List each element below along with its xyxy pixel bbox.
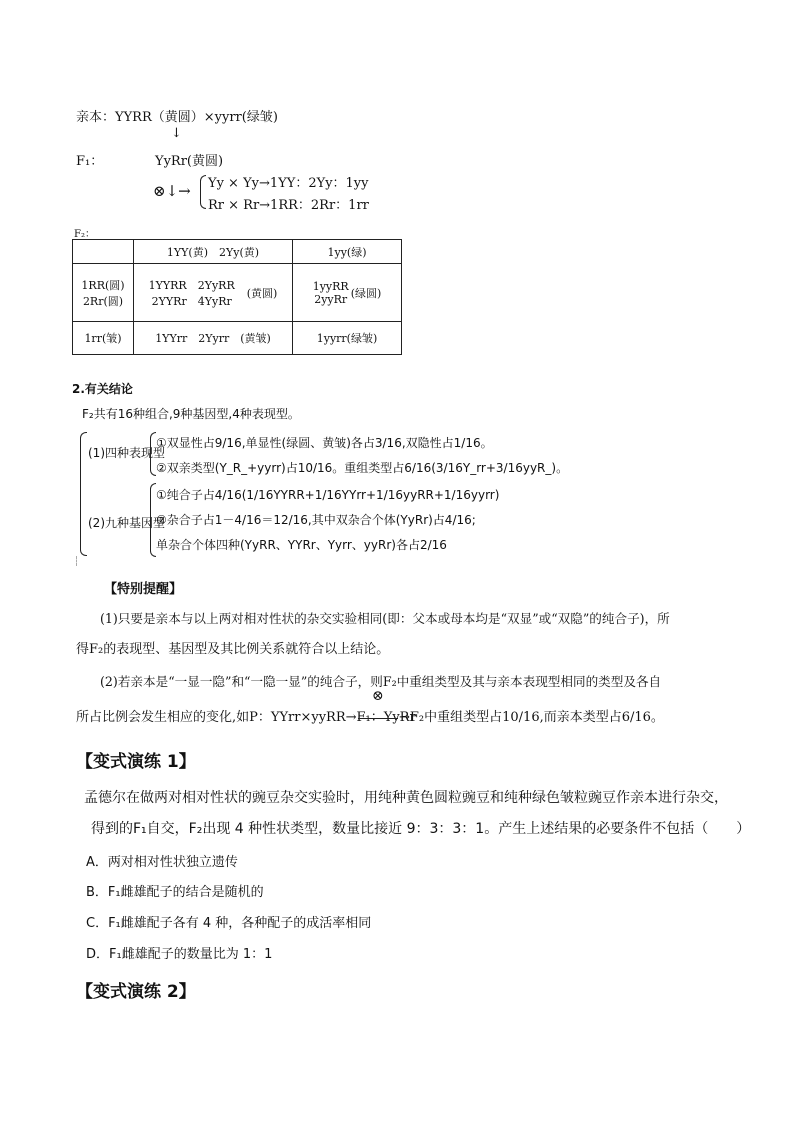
exercise-1-stem-line1: 孟德尔在做两对相对性状的豌豆杂交实验时，用纯种黄色圆粒豌豆和纯种绿色皱粒豌豆作亲本进行杂交， [84,790,728,806]
genotype-point-1: ①纯合子占4/16(1/16YYRR+1/16YYrr+1/16yyRR+1/16yyrr) [156,488,500,502]
option-c: C．F₁雌雄配子各有 4 种，各种配子的成活率相同 [86,916,372,931]
table-header-row [73,240,402,264]
table-row-head-line: 2Rr(圆) [82,294,124,308]
cross-rr-line: Rr × Rr→1RR：2Rr：1rr [208,198,369,213]
table-header-cell: 1yy(绿) [293,240,402,264]
parents-line: 亲本：YYRR（黄圆）×yyrr(绿皱) [76,110,278,125]
table-cell [293,264,402,322]
table-row-head-line: 1RR(圆) [81,278,125,292]
cross-brace [200,175,206,209]
exercise-1-stem-line2: 得到的F₁自交，F₂出现 4 种性状类型，数量比接近 9：3：3：1。产生上述结果的必要条件不包括（ ） [91,821,751,837]
table-cell-content [297,280,397,306]
table-cell-line: 2yyRr [314,292,348,306]
option-b: B．F₁雌雄配子的结合是随机的 [86,885,264,900]
table-row [73,264,402,322]
table-cell: 1yyrr(绿皱) [293,322,402,355]
phenotype-label: (1)四种表现型 [88,446,165,460]
reminder-p2-line1: (2)若亲本是“一显一隐”和“一隐一显”的纯合子，则F₂中重组类型及其与亲本表现型相同的类型及各自 [100,674,662,689]
option-d: D．F₁雌雄配子的数量比为 1：1 [86,947,273,962]
outer-brace [80,432,87,556]
self-cross-icon: ⊗ [372,688,384,704]
reminder-p1-line2: 得F₂的表现型、基因型及其比例关系就符合以上结论。 [76,642,390,657]
cross-yy-line: Yy × Yy→1YY：2Yy：1yy [208,176,369,191]
table-cell: 1YYrr 2Yyrr (黄皱) [134,322,293,355]
f2-punnett-table [72,239,402,355]
table-cell-tag: (绿圆) [350,286,382,300]
arrow-line [358,718,398,719]
table-cell-tag: (黄圆) [246,286,278,300]
margin-mark [76,556,78,566]
f1-genotype: YyRr(黄圆) [155,154,224,169]
conclusions-summary: F₂共有16种组合,9种基因型,4种表现型。 [82,407,300,421]
table-corner-cell [73,240,134,264]
f2-label: F₂： [74,229,95,240]
exercise-2-heading: 【变式演练 2】 [76,982,196,1002]
table-cell-line: 1yyRR [312,279,349,293]
exercise-1-heading: 【变式演练 1】 [76,752,196,772]
table-cell-line: 1YYRR 2YyRR [148,278,235,292]
f1-label: F₁： [76,154,104,169]
conclusions-title: 2.有关结论 [72,382,133,396]
table-cell-line: 2YYRr 4YyRr [151,294,232,308]
phenotype-point-2: ②双亲类型(Y_R_+yyrr)占10/16。重组类型占6/16(3/16Y_rr+3/16yyR_)。 [156,461,569,475]
genotype-point-2: ②杂合子占1－4/16＝12/16,其中双杂合个体(YyRr)占4/16; [156,513,476,527]
table-row [73,322,402,355]
self-cross-symbol: ⊗↓→ [153,182,191,200]
table-cell [134,264,293,322]
reminder-p2-line2-end: →F₂中重组类型占10/16,而亲本类型占6/16。 [399,710,664,725]
genotype-point-3: 单杂合个体四种(YyRR、YYRr、Yyrr、yyRr)各占2/16 [156,538,447,552]
phenotype-point-1: ①双显性占9/16,单显性(绿圆、黄皱)各占3/16,双隐性占1/16。 [156,436,493,450]
genotype-label: (2)九种基因型 [88,516,165,530]
reminder-p2-line2-start: 所占比例会发生相应的变化,如P：YYrr×yyRR→F₁：YyRr [76,710,416,725]
table-header-cell: 1YY(黄) 2Yy(黄) [134,240,293,264]
option-a: A．两对相对性状独立遗传 [86,855,238,870]
table-row-head [73,264,134,322]
arrow-down-icon: ↓ [171,126,182,141]
table-row-head: 1rr(皱) [73,322,134,355]
reminder-p1-line1: (1)只要是亲本与以上两对相对性状的杂交实验相同(即：父本或母本均是“双显”或“双隐”的纯合子)，所 [100,611,670,626]
table-cell-content [138,277,288,309]
reminder-title: 【特别提醒】 [104,582,183,597]
